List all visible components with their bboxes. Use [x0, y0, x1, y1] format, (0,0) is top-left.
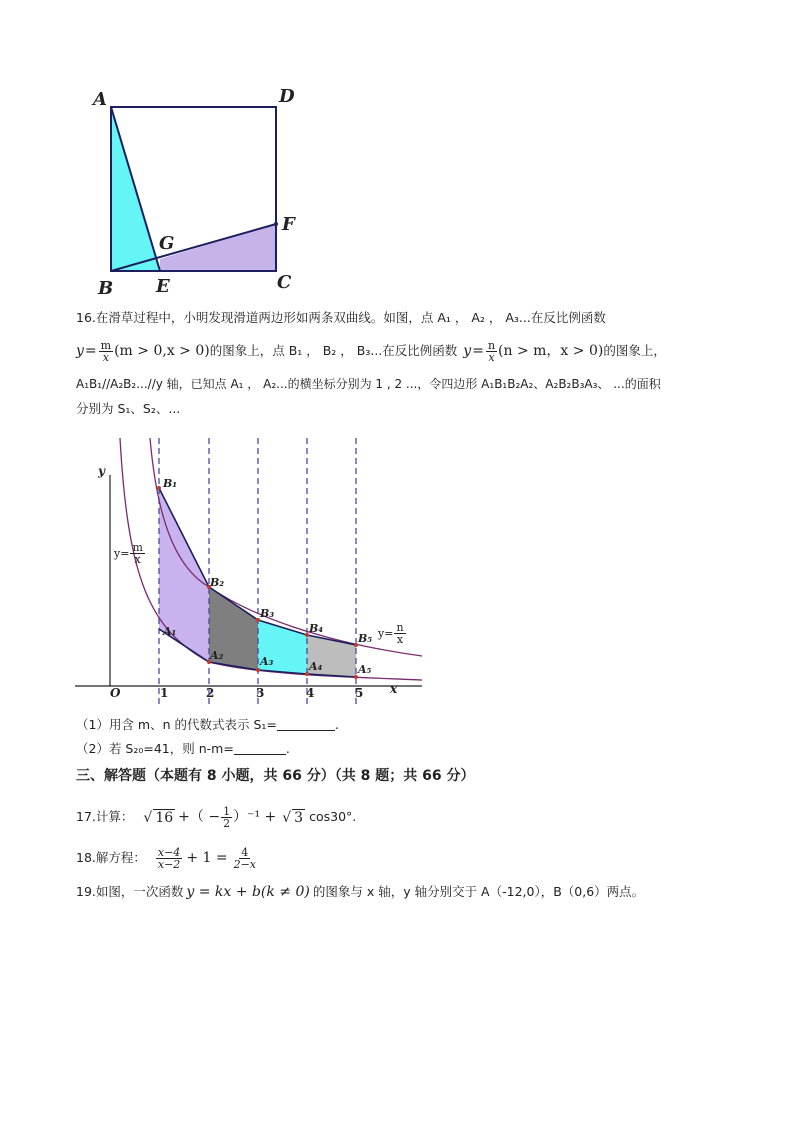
label-c: C [277, 272, 292, 293]
section-3-title: 三、解答题（本题有 8 小题，共 66 分）（共 8 题；共 66 分） [76, 768, 475, 784]
q17: 17.计算： √ 16 +（ − $\frac{1}{2}$ ）⁻¹ + √ 3 cos30°. [76, 804, 357, 830]
label-a4: A₄ [309, 660, 323, 673]
label-f: F [282, 214, 295, 235]
label-a2: A₂ [210, 649, 224, 662]
q16-line2: y = $\frac{m}{x}$ (m > 0,x > 0) 的图象上，点 B₁ ， B₂ ， B₃...在反比例函数 y = $\frac{n}{x}$ (n > m，x > 0) 的图象上， [76, 338, 666, 364]
square-figure [80, 85, 310, 300]
q19: 19.如图，一次函数 y = kx + b(k ≠ 0) 的图象与 x 轴，y 轴分别交于 A（-12,0），B（0,6）两点。 [76, 884, 645, 900]
label-b3: B₃ [260, 607, 275, 620]
axis-label-x: x [390, 682, 398, 696]
label-b2: B₂ [210, 576, 225, 589]
origin-label: O [110, 686, 121, 700]
q16-line1: 16.在滑草过程中，小明发现滑道两边形如两条双曲线。如图，点 A₁ ， A₂ ， A₃...在反比例函数 [76, 310, 606, 325]
x-tick-5: 5 [355, 686, 364, 700]
axis-label-y: y [98, 464, 105, 478]
q16-sub1: （1）用含 m、n 的代数式表示 S₁= . [76, 717, 339, 732]
curve-m-label: y= $\frac{m}{x}$ [114, 541, 143, 566]
label-a3: A₃ [260, 655, 274, 668]
label-b: B [98, 278, 114, 299]
label-g: G [159, 233, 175, 254]
answer-blank-1[interactable] [277, 718, 335, 731]
label-a: A [93, 89, 107, 110]
curve-n-label: y= $\frac{n}{x}$ [378, 621, 404, 646]
q18: 18.解方程： $\frac{x-4}{x-2}$ + 1 = $\frac{4}{2-x}$ [76, 845, 257, 871]
label-e: E [156, 276, 170, 297]
q16-line3: A₁B₁//A₂B₂...//y 轴，已知点 A₁ ， A₂...的横坐标分别为 1 , 2 ...，令四边形 A₁B₁B₂A₂、A₂B₂B₃A₃、 ...的面积 [76, 377, 661, 391]
q16-sub2: （2）若 S₂₀=41，则 n-m= . [76, 741, 290, 756]
label-b4: B₄ [309, 622, 324, 635]
x-tick-3: 3 [256, 686, 265, 700]
x-tick-2: 2 [206, 686, 215, 700]
quadrilateral-gecf [160, 224, 276, 271]
label-d: D [279, 86, 295, 107]
label-b1: B₁ [163, 477, 178, 490]
q16-line4: 分别为 S₁、S₂、... [76, 401, 181, 416]
answer-blank-2[interactable] [234, 742, 286, 755]
x-tick-1: 1 [160, 686, 169, 700]
label-a5: A₅ [358, 663, 372, 676]
label-a1: A₁ [163, 625, 177, 638]
hyperbola-graph [70, 430, 440, 720]
x-tick-4: 4 [306, 686, 315, 700]
label-b5: B₅ [358, 632, 373, 645]
